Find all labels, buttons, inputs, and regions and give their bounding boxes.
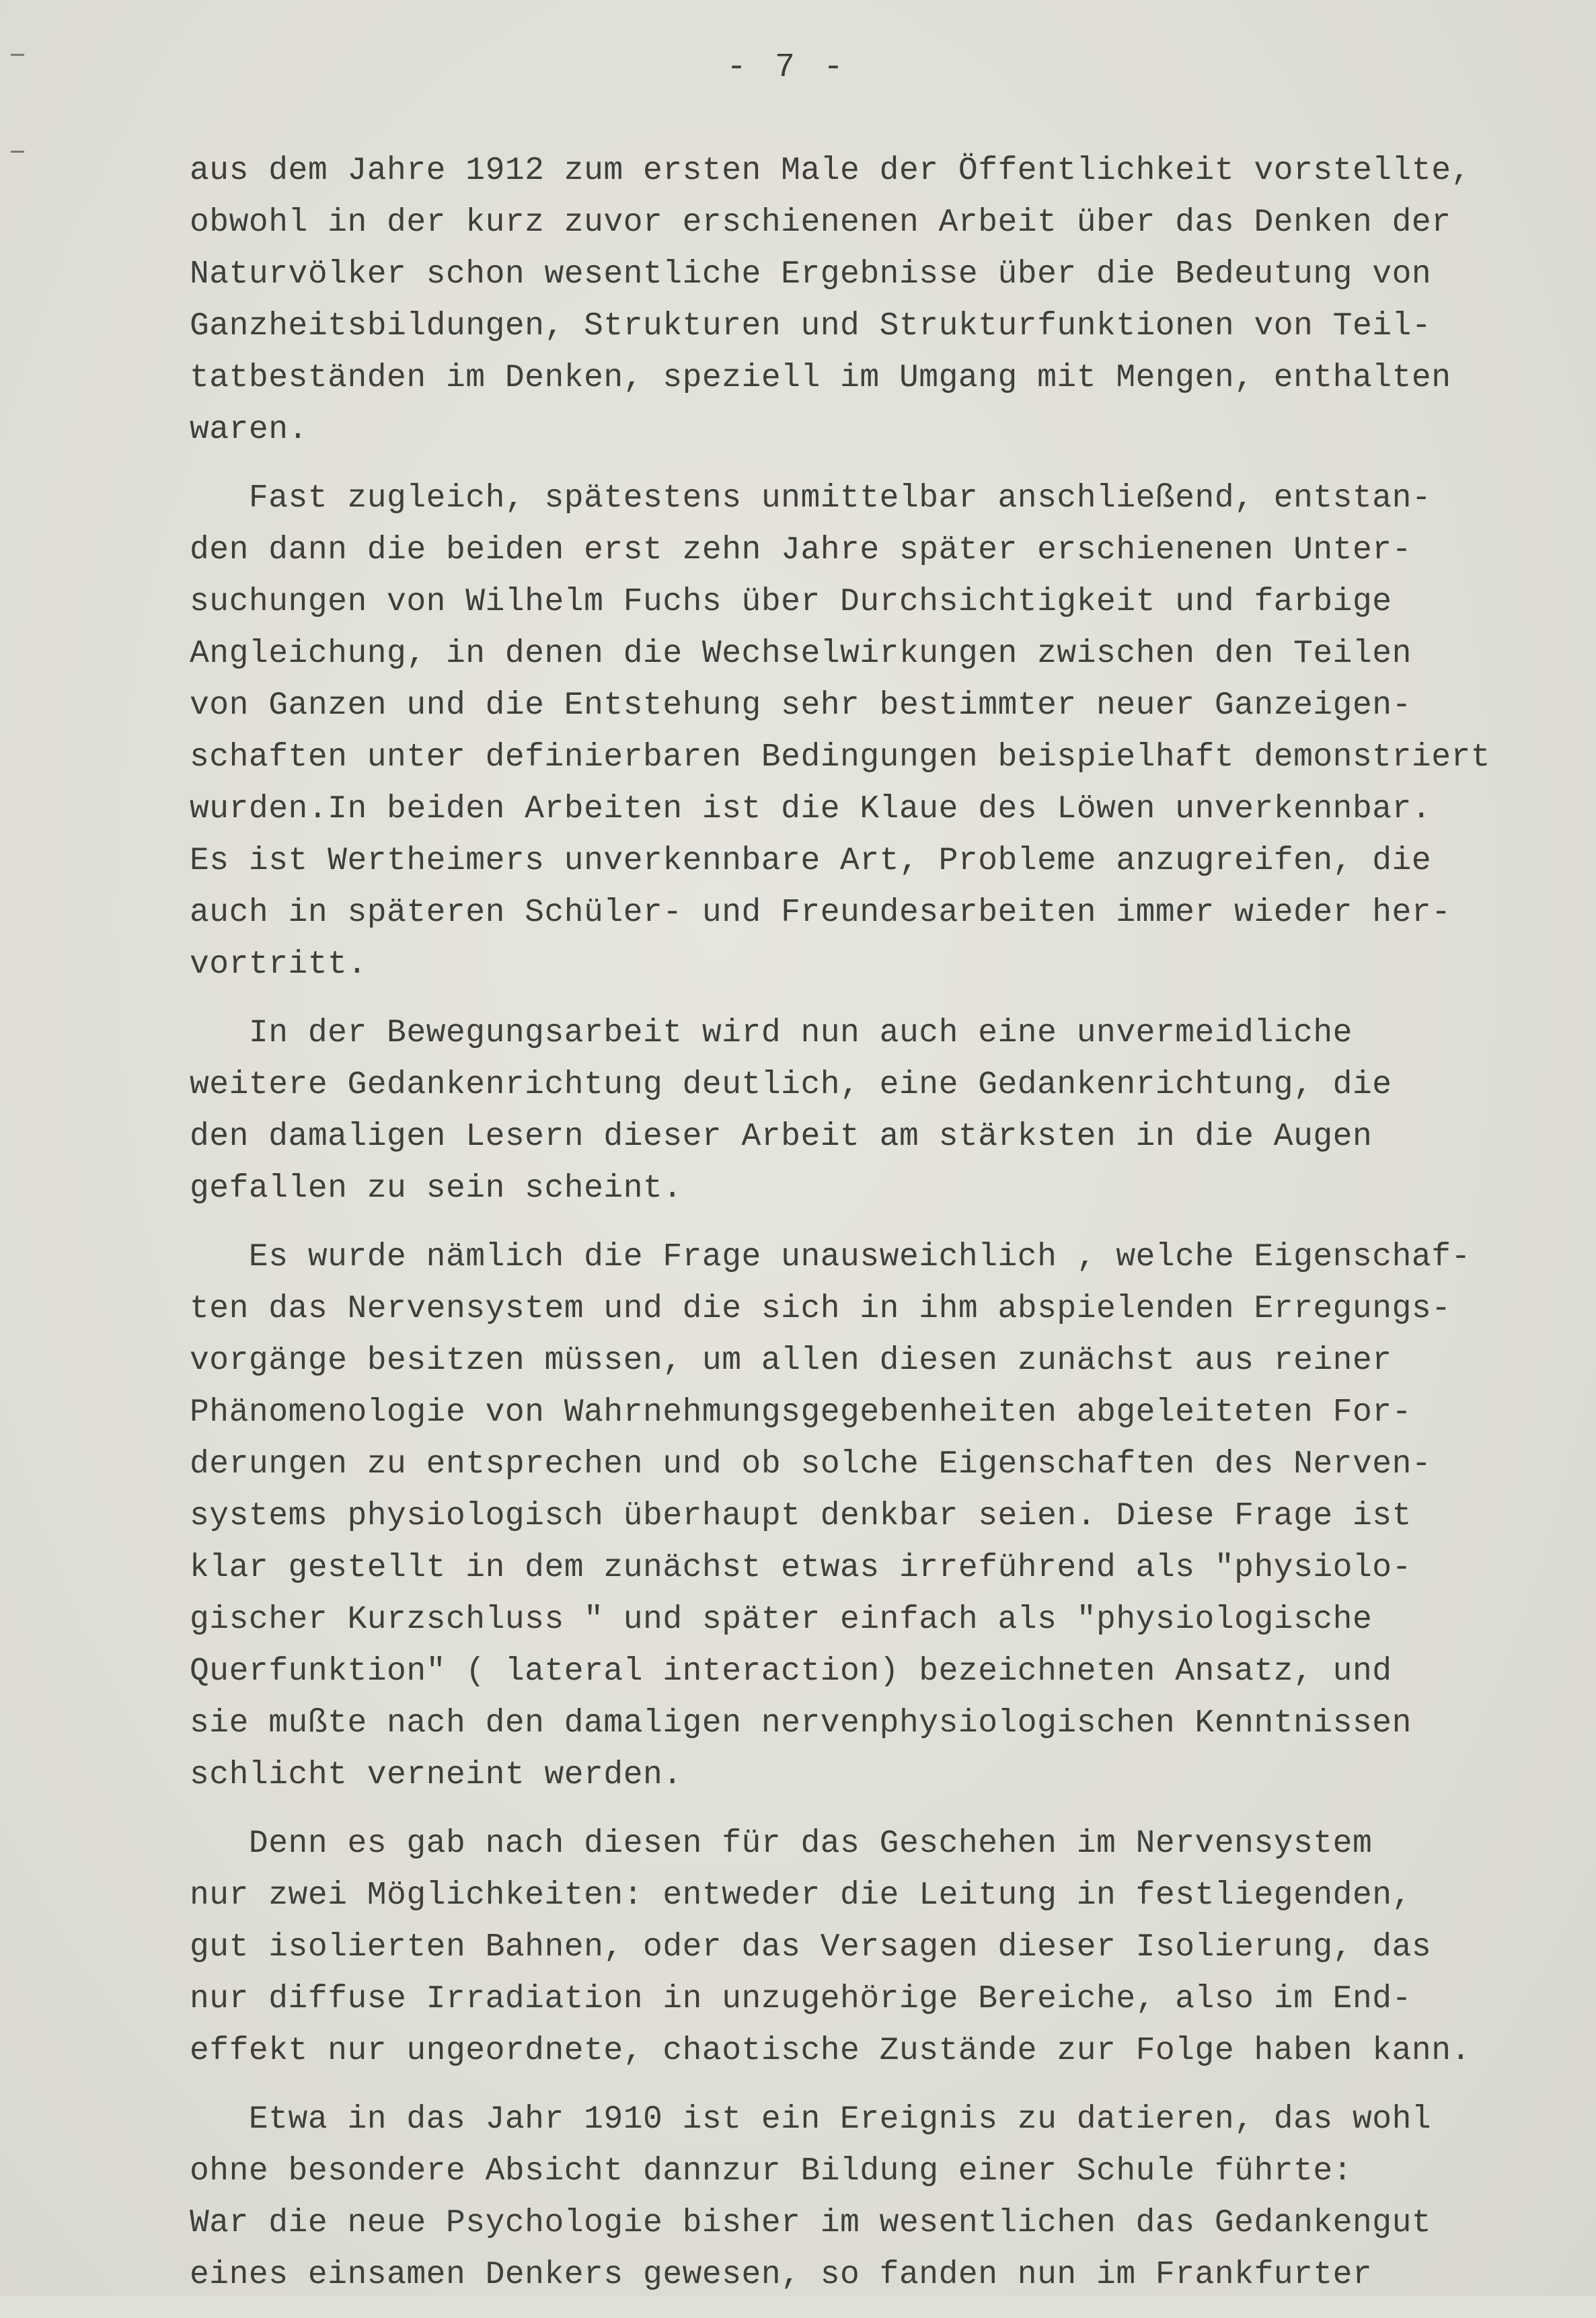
- margin-mark: [11, 151, 24, 153]
- text-line: Naturvölker schon wesentliche Ergebnisse über die Bedeutung von: [190, 256, 1432, 293]
- text-line: Angleichung, in denen die Wechselwirkungen zwischen den Teilen: [190, 636, 1412, 672]
- text-line: ohne besondere Absicht dannzur Bildung einer Schule führte:: [190, 2153, 1353, 2190]
- text-line: systems physiologisch überhaupt denkbar seien. Diese Frage ist: [190, 1498, 1412, 1534]
- text-line: gut isolierten Bahnen, oder das Versagen dieser Isolierung, das: [190, 1929, 1432, 1966]
- text-line: effekt nur ungeordnete, chaotische Zustände zur Folge haben kann.: [190, 2033, 1471, 2069]
- text-line: eines einsamen Denkers gewesen, so fanden nun im Frankfurter: [190, 2257, 1373, 2293]
- text-line: weitere Gedankenrichtung deutlich, eine Gedankenrichtung, die: [190, 1067, 1392, 1103]
- text-line: vortritt.: [190, 946, 367, 983]
- page-number: - 7 -: [726, 48, 848, 87]
- body-text: [190, 145, 1582, 2318]
- text-line: gischer Kurzschluss " und später einfach als "physiologische: [190, 1602, 1373, 1638]
- text-line: vorgänge besitzen müssen, um allen diesen zunächst aus reiner: [190, 1343, 1392, 1379]
- text-line: aus dem Jahre 1912 zum ersten Male der Öffentlichkeit vorstellte,: [190, 153, 1471, 189]
- text-line: Es wurde nämlich die Frage unausweichlich , welche Eigenschaf-: [190, 1239, 1471, 1275]
- text-line: Etwa in das Jahr 1910 ist ein Ereignis zu datieren, das wohl: [190, 2101, 1432, 2138]
- text-line: Denn es gab nach diesen für das Geschehen im Nervensystem: [190, 1826, 1373, 1862]
- text-line: sie mußte nach den damaligen nervenphysiologischen Kenntnissen: [190, 1705, 1412, 1742]
- text-line: schlicht verneint werden.: [190, 1757, 683, 1793]
- text-line: den dann die beiden erst zehn Jahre später erschienenen Unter-: [190, 532, 1412, 568]
- text-line: Es ist Wertheimers unverkennbare Art, Probleme anzugreifen, die: [190, 843, 1432, 879]
- text-line: nur zwei Möglichkeiten: entweder die Leitung in festliegenden,: [190, 1877, 1412, 1914]
- paragraph: [190, 2094, 1582, 2301]
- text-line: schaften unter definierbaren Bedingungen beispielhaft demonstriert: [190, 739, 1491, 776]
- text-line: tatbeständen im Denken, speziell im Umgang mit Mengen, enthalten: [190, 360, 1451, 396]
- text-line: gefallen zu sein scheint.: [190, 1170, 683, 1207]
- text-line: auch in späteren Schüler- und Freundesarbeiten immer wieder her-: [190, 895, 1451, 931]
- text-line: suchungen von Wilhelm Fuchs über Durchsichtigkeit und farbige: [190, 584, 1392, 620]
- text-line: wurden.In beiden Arbeiten ist die Klaue des Löwen unverkennbar.: [190, 791, 1432, 827]
- text-line: Fast zugleich, spätestens unmittelbar anschließend, entstan-: [190, 480, 1432, 517]
- text-line: War die neue Psychologie bisher im wesentlichen das Gedankengut: [190, 2205, 1432, 2241]
- paragraph: [190, 1232, 1582, 1801]
- text-line: waren.: [190, 412, 308, 448]
- text-line: In der Bewegungsarbeit wird nun auch eine unvermeidliche: [190, 1015, 1353, 1051]
- text-line: den damaligen Lesern dieser Arbeit am stärksten in die Augen: [190, 1119, 1373, 1155]
- paragraph: [190, 473, 1582, 991]
- text-line: klar gestellt in dem zunächst etwas irreführend als "physiolo-: [190, 1550, 1412, 1586]
- text-line: ten das Nervensystem und die sich in ihm abspielenden Erregungs-: [190, 1291, 1451, 1327]
- paragraph: [190, 145, 1582, 456]
- text-line: Ganzheitsbildungen, Strukturen und Strukturfunktionen von Teil-: [190, 308, 1432, 344]
- text-line: Phänomenologie von Wahrnehmungsgegebenheiten abgeleiteten For-: [190, 1394, 1412, 1431]
- text-line: obwohl in der kurz zuvor erschienenen Arbeit über das Denken der: [190, 204, 1451, 241]
- paragraph: [190, 1008, 1582, 1215]
- paragraph: [190, 1818, 1582, 2077]
- text-line: derungen zu entsprechen und ob solche Eigenschaften des Nerven-: [190, 1446, 1432, 1483]
- text-line: von Ganzen und die Entstehung sehr bestimmter neuer Ganzeigen-: [190, 687, 1412, 724]
- text-line: nur diffuse Irradiation in unzugehörige Bereiche, also im End-: [190, 1981, 1412, 2017]
- text-line: Querfunktion" ( lateral interaction) bezeichneten Ansatz, und: [190, 1653, 1392, 1690]
